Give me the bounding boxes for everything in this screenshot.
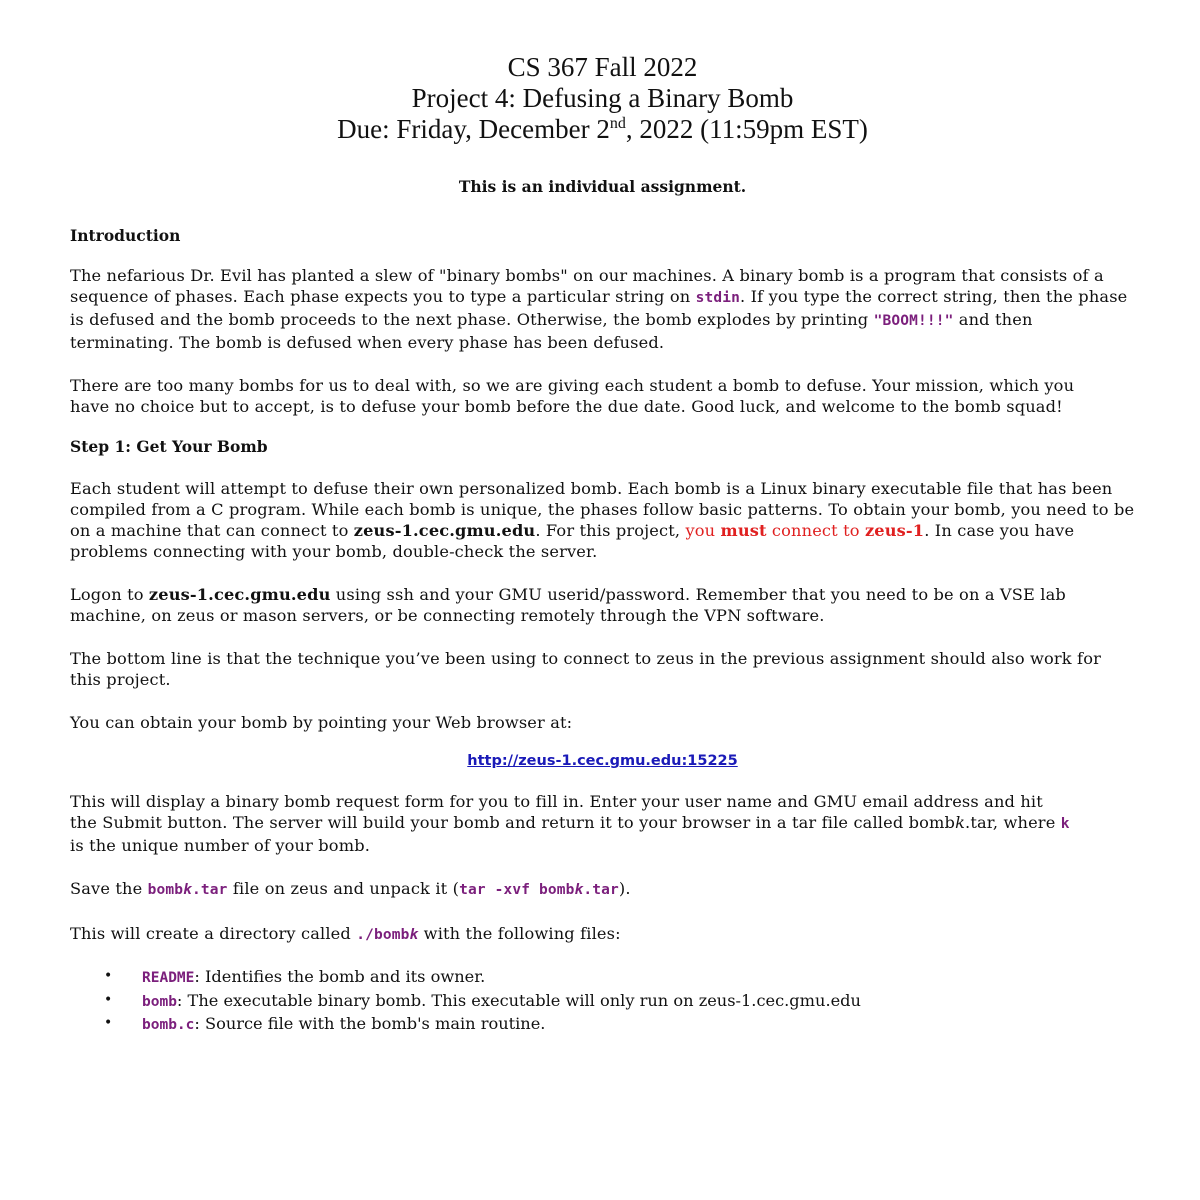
project-title: Project 4: Defusing a Binary Bomb xyxy=(411,83,794,113)
bomb-tar-filename: bombk.tar xyxy=(147,882,228,898)
intro-paragraph-1: The nefarious Dr. Evil has planted a slew of "binary bombs" on our machines. A binary bomb is a program that consists of a sequence of phases. Each phase expects you to type a particular string on stdin. If you type the correct string, then the phase is defused and the bomb proceeds to the next phase. Otherwise, the bomb explodes by printing "BOOM!!!" and then terminating. The bomb is defused when every phase has been defused. xyxy=(70,266,1128,352)
boom-code: "BOOM!!!" xyxy=(873,313,954,329)
step1-paragraph-4: You can obtain your bomb by pointing your Web browser at: xyxy=(70,713,573,732)
zeus-1-emphasis: zeus-1 xyxy=(864,521,925,540)
file-list xyxy=(70,966,1135,1037)
due-date-prefix: Due: Friday, December 2 xyxy=(337,114,610,144)
file-description: : The executable binary bomb. This executable will only run on zeus-1.cec.gmu.edu xyxy=(176,990,861,1010)
file-description: : Source file with the bomb's main routine. xyxy=(194,1014,546,1033)
bomb-server-link[interactable]: http://zeus-1.cec.gmu.edu:15225 xyxy=(467,753,738,769)
bullet-icon: • xyxy=(104,991,113,1008)
k-variable: k xyxy=(1060,816,1070,832)
step1-paragraph-6: Save the bombk.tar file on zeus and unpack it (tar -xvf bombk.tar). xyxy=(70,879,631,898)
stdin-code: stdin xyxy=(695,290,741,306)
course-title: CS 367 Fall 2022 xyxy=(507,52,698,82)
step1-paragraph-3: The bottom line is that the technique you’ve been using to connect to zeus in the previous assignment should also work for this project. xyxy=(70,649,1101,689)
document-page xyxy=(70,0,1135,1037)
due-date-suffix: , 2022 (11:59pm EST) xyxy=(625,114,868,144)
step1-paragraph-2: Logon to zeus-1.cec.gmu.edu using ssh and your GMU userid/password. Remember that you need to be on a VSE lab machine, on zeus or mason servers, or be connecting remotely through the VPN software. xyxy=(70,585,1066,625)
must-emphasis: must xyxy=(720,521,767,540)
title-block xyxy=(70,0,1135,145)
file-description: : Identifies the bomb and its owner. xyxy=(194,967,486,986)
bomb-server-link-row xyxy=(70,753,1135,769)
due-date-ordinal: nd xyxy=(609,115,626,132)
file-name: README xyxy=(142,970,195,986)
introduction-heading: Introduction xyxy=(70,226,181,245)
due-date xyxy=(70,114,1135,145)
step1-heading: Step 1: Get Your Bomb xyxy=(70,437,268,456)
step1-paragraph-5: This will display a binary bomb request form for you to fill in. Enter your user name and GMU email address and hit the Submit button. The server will build your bomb and return it to your browser in a tar file called bombk.tar, where k is the unique number of your bomb. xyxy=(70,792,1070,855)
list-item xyxy=(70,1013,1135,1037)
list-item xyxy=(70,966,1135,990)
file-name: bomb.c xyxy=(142,1017,195,1033)
list-item xyxy=(70,990,1135,1014)
step1-paragraph-1: Each student will attempt to defuse their own personalized bomb. Each bomb is a Linux binary executable file that has been compiled from a C program. While each bomb is unique, the phases follow basic patterns. To obtain your bomb, you need to be on a machine that can connect to zeus-1.cec.gmu.edu. For this project, you must connect to zeus-1. In case you have problems connecting with your bomb, double-check the server. xyxy=(70,479,1135,561)
zeus-host: zeus-1.cec.gmu.edu xyxy=(353,521,536,540)
bullet-icon: • xyxy=(104,968,113,984)
step1-paragraph-7: This will create a directory called ./bombk with the following files: xyxy=(70,924,621,943)
zeus-host-logon: zeus-1.cec.gmu.edu xyxy=(148,585,331,604)
tar-command: tar -xvf bombk.tar xyxy=(459,882,619,898)
intro-paragraph-2: There are too many bombs for us to deal with, so we are giving each student a bomb to defuse. Your mission, which you have no choice but to accept, is to defuse your bomb before the due date. Good luck, and welcome to the bomb squad! xyxy=(70,376,1075,416)
bullet-icon: • xyxy=(104,1015,113,1031)
file-name: bomb xyxy=(142,993,177,1010)
bomb-directory: ./bombk xyxy=(356,927,419,943)
individual-assignment-note: This is an individual assignment. xyxy=(458,177,747,196)
